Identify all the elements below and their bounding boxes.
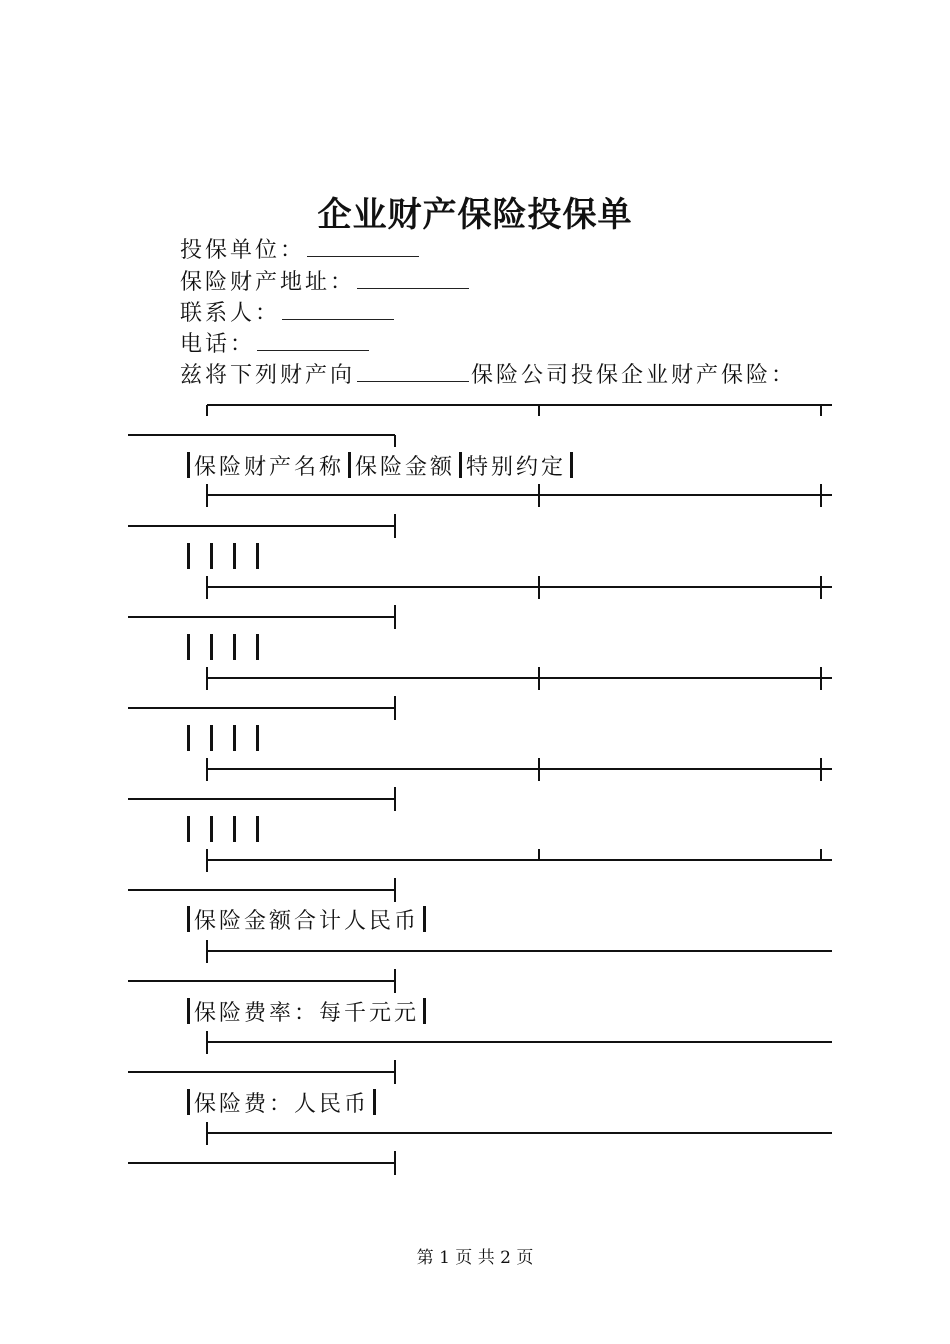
header-property-name: 保险财产名称 (194, 455, 345, 480)
table-row[interactable] (183, 816, 263, 847)
address-label: 保险财产地址： (180, 270, 356, 295)
bottom-border (128, 1122, 832, 1175)
intro-after-text: 保险公司投保企业财产保险： (471, 363, 797, 388)
header-special-terms: 特别约定 (466, 455, 567, 480)
separator-3 (128, 667, 832, 720)
separator-5 (128, 849, 832, 902)
table-row[interactable] (183, 543, 263, 574)
total-amount-label: 保险金额合计人民币 (194, 909, 420, 934)
page-footer: 第 1 页 共 2 页 (416, 1248, 534, 1268)
cell-divider (187, 452, 190, 478)
intro-before-text: 兹将下列财产向 (180, 363, 356, 388)
applicant-label: 投保单位： (180, 238, 306, 263)
separator-1 (128, 484, 832, 538)
separator-4 (128, 758, 832, 811)
contact-label: 联系人： (180, 301, 281, 326)
premium-rate-label: 保险费率：每千元元 (194, 1001, 420, 1026)
premium-row (183, 1089, 380, 1120)
top-border (128, 405, 832, 447)
separator-6 (128, 940, 832, 993)
phone-label: 电话： (180, 332, 256, 357)
table-row[interactable] (183, 634, 263, 665)
cell-divider (570, 452, 573, 478)
cell-divider (348, 452, 351, 478)
premium-label: 保险费：人民币 (194, 1092, 370, 1117)
document-title: 企业财产保险投保单 (317, 195, 633, 235)
cell-divider (459, 452, 462, 478)
table-row[interactable] (183, 725, 263, 756)
table-header-row (183, 452, 577, 483)
separator-2 (128, 576, 832, 629)
total-amount-row (183, 906, 430, 937)
header-insured-amount: 保险金额 (355, 455, 456, 480)
premium-rate-row (183, 998, 430, 1029)
separator-7 (128, 1031, 832, 1084)
